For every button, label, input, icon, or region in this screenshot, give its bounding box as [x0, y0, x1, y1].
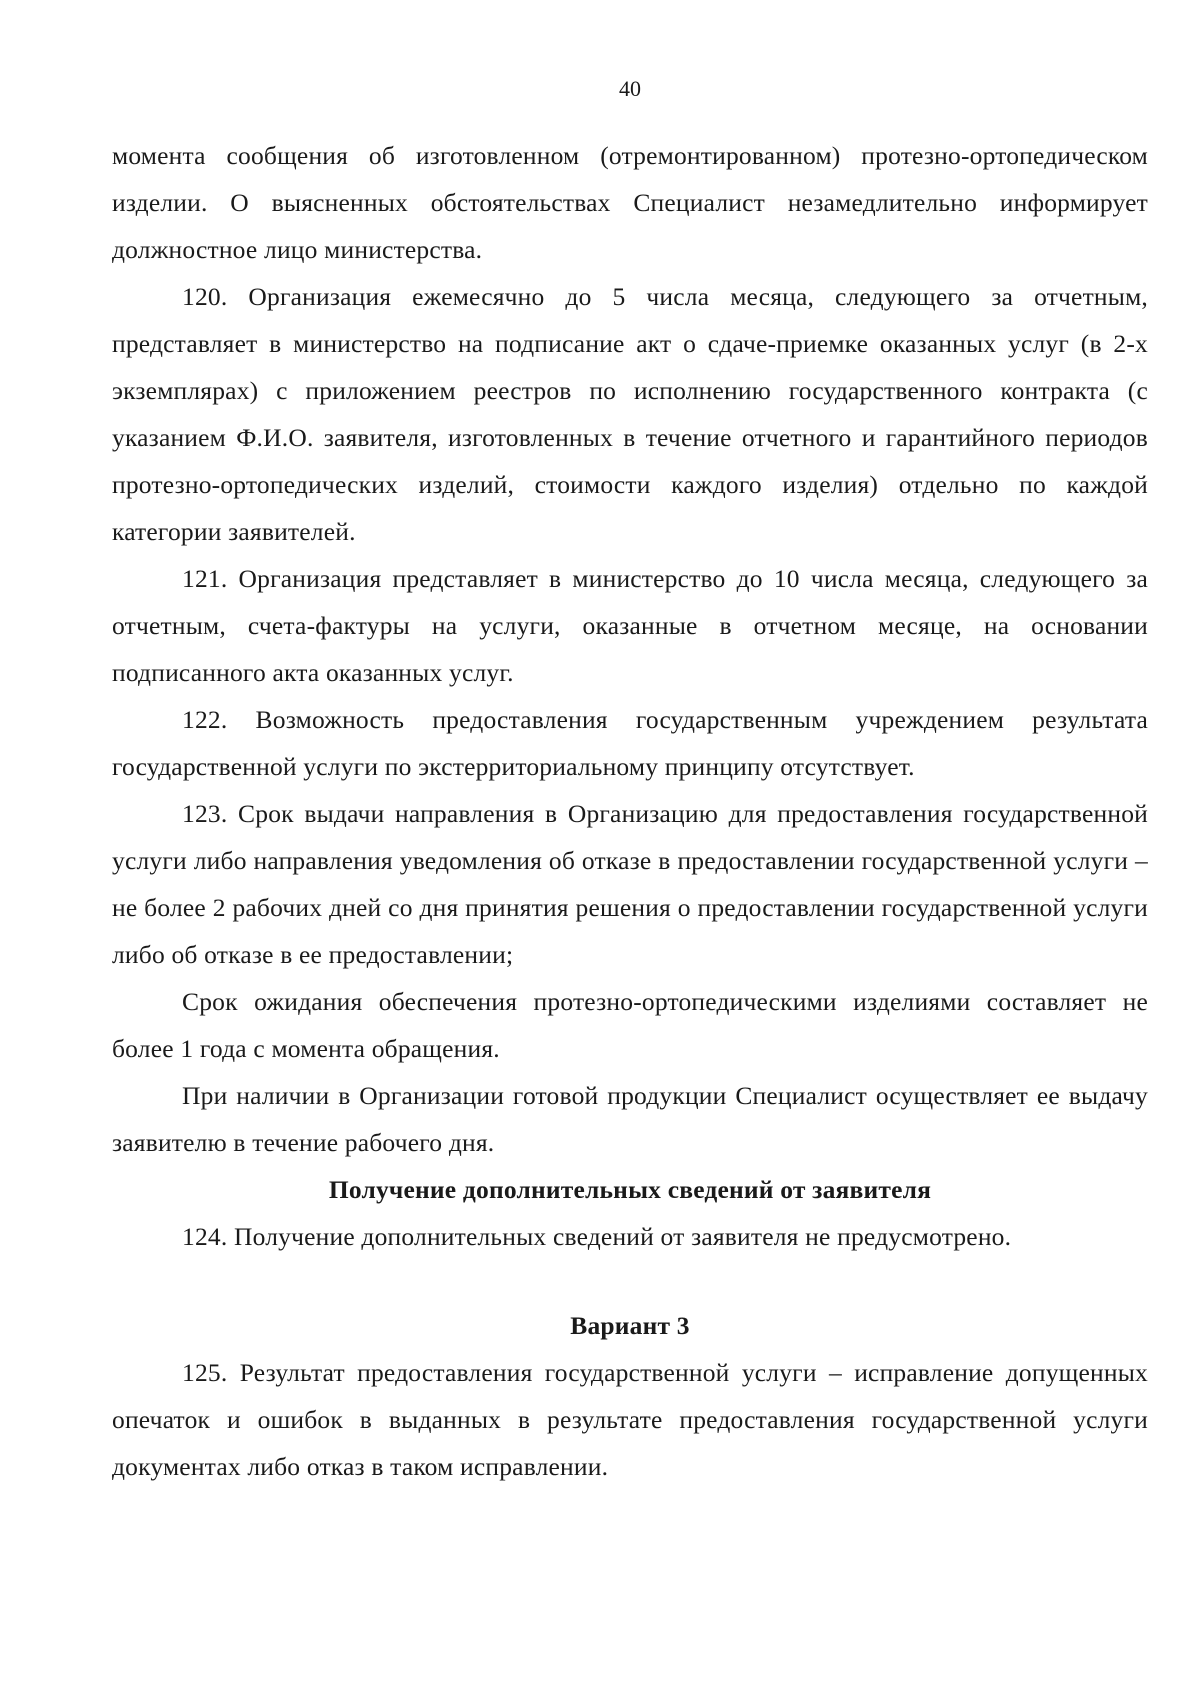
paragraph-122: 122. Возможность предоставления государственным учреждением результата государственной услуги по экстерриториальному принципу отсутствует.	[112, 705, 1148, 781]
paragraph-ready-products: При наличии в Организации готовой продукции Специалист осуществляет ее выдачу заявителю в течение рабочего дня.	[112, 1081, 1148, 1157]
variant-heading: Вариант 3	[570, 1311, 690, 1340]
paragraph-124: 124. Получение дополнительных сведений от заявителя не предусмотрено.	[182, 1222, 1012, 1251]
document-body	[112, 132, 1148, 1490]
spacer	[112, 1260, 1148, 1302]
paragraph-125: 125. Результат предоставления государственной услуги – исправление допущенных опечаток и ошибок в выданных в результате предоставления государственной услуги документах либо отказ в таком исправлении.	[112, 1358, 1148, 1481]
paragraph-waiting-period: Срок ожидания обеспечения протезно-ортопедическими изделиями составляет не более 1 года с момента обращения.	[112, 987, 1148, 1063]
paragraph-continuation: момента сообщения об изготовленном (отремонтированном) протезно-ортопедическом изделии. О выясненных обстоятельствах Специалист незамедлительно информирует должностное лицо министерства.	[112, 141, 1148, 264]
paragraph-121: 121. Организация представляет в министерство до 10 числа месяца, следующего за отчетным, счета-фактуры на услуги, оказанные в отчетном месяце, на основании подписанного акта оказанных услуг.	[112, 564, 1148, 687]
paragraph-120: 120. Организация ежемесячно до 5 числа месяца, следующего за отчетным, представляет в министерство на подписание акт о сдаче-приемке оказанных услуг (в 2-х экземплярах) с приложением реестров по исполнению государственного контракта (с указанием Ф.И.О. заявителя, изготовленных в течение отчетного и гарантийного периодов протезно-ортопедических изделий, стоимости каждого изделия) отдельно по каждой категории заявителей.	[112, 282, 1148, 546]
section-heading: Получение дополнительных сведений от заявителя	[328, 1175, 932, 1204]
page-number: 40	[619, 76, 641, 101]
paragraph-123: 123. Срок выдачи направления в Организацию для предоставления государственной услуги либо направления уведомления об отказе в предоставлении государственной услуги – не более 2 рабочих дней со дня принятия решения о предоставлении государственной услуги либо об отказе в ее предоставлении;	[112, 799, 1148, 969]
